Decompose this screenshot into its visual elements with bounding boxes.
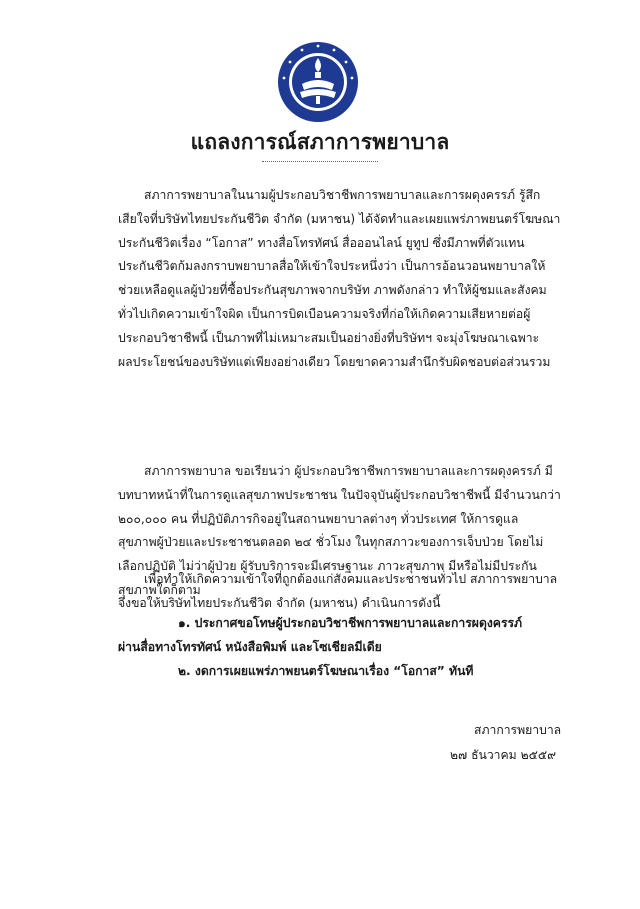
nursing-council-seal-icon <box>276 40 360 124</box>
paragraph-line: บทบาทหน้าที่ในการดูแลสุขภาพประชาชน ในปัจจุบันผู้ประกอบวิชาชีพนี้ มีจำนวนกว่า <box>118 487 561 502</box>
paragraph-line: สุขภาพผู้ป่วยและประชาชนตลอด ๒๔ ชั่วโมง ในทุกสภาวะของการเจ็บป่วย โดยไม่ <box>118 535 544 550</box>
paragraph-line: ๒๐๐,๐๐๐ คน ที่ปฏิบัติภารกิจอยู่ในสถานพยาบาลต่างๆ ทั่วประเทศ ให้การดูแล <box>118 511 519 526</box>
paragraph-line: เพื่อทำให้เกิดความเข้าใจที่ถูกต้องแก่สังคมและประชาชนทั่วไป สภาการพยาบาล <box>144 572 558 586</box>
paragraph-line: เสียใจที่บริษัทไทยประกันชีวิต จำกัด (มหาชน) ได้จัดทำและเผยแพร่ภาพยนตร์โฆษณา <box>118 211 561 226</box>
page-title: แถลงการณ์สภาการพยาบาล <box>190 130 450 154</box>
paragraph-line: สภาการพยาบาลในนามผู้ประกอบวิชาชีพการพยาบาลและการผดุงครรภ์ รู้สึก <box>144 188 541 202</box>
paragraph-line: ประกันชีวิตเรื่อง “โอกาส” ทางสื่อโทรทัศน์ สื่อออนไลน์ ยูทูป ซึ่งมีภาพที่ตัวแทน <box>118 235 525 250</box>
demand-item-1-continued: ผ่านสื่อทางโทรทัศน์ หนังสือพิมพ์ และโซเชียลมีเดีย <box>118 639 382 654</box>
paragraph-line: ทั่วไปเกิดความเข้าใจผิด เป็นการบิดเบือนความจริงที่ก่อให้เกิดความเสียหายต่อผู้ <box>118 306 531 321</box>
paragraph-request <box>118 568 562 616</box>
paragraph-statement <box>118 184 562 374</box>
paragraph-line: จึงขอให้บริษัทไทยประกันชีวิต จำกัด (มหาชน) ดำเนินการดังนี้ <box>118 595 441 610</box>
demand-item-1: ๑. ประกาศขอโทษผู้ประกอบวิชาชีพการพยาบาลและการผดุงครรภ์ <box>178 616 523 630</box>
paragraph-line: สุขภาพใดก็ตาม <box>118 582 201 597</box>
paragraph-line: ผลประโยชน์ของบริษัทแต่เพียงอย่างเดียว โดยขาดความสำนึกรับผิดชอบต่อส่วนรวม <box>118 354 551 369</box>
signature-block <box>450 718 561 768</box>
paragraph-line: สภาการพยาบาล ขอเรียนว่า ผู้ประกอบวิชาชีพการพยาบาลและการผดุงครรภ์ มี <box>144 464 553 478</box>
signature-org: สภาการพยาบาล <box>474 723 562 737</box>
paragraph-line: ประกันชีวิตก้มลงกราบพยาบาลสื่อให้เข้าใจประหนึ่งว่า เป็นการอ้อนวอนพยาบาลให้ <box>118 259 546 274</box>
demands-list <box>118 612 562 683</box>
paragraph-line: เลือกปฏิบัติ ไม่ว่าผู้ป่วย ผู้รับบริการจะมีเศรษฐานะ ภาวะสุขภาพ มีหรือไม่มีประกัน <box>118 559 537 574</box>
council-logo <box>276 40 360 124</box>
demand-item-2: ๒. งดการเผยแพร่ภาพยนตร์โฆษณาเรื่อง “โอกาส” ทันที <box>178 663 474 678</box>
signature-date: ๒๗ ธันวาคม ๒๕๕๙ <box>450 748 556 762</box>
paragraph-line: ประกอบวิชาชีพนี้ เป็นภาพที่ไม่เหมาะสมเป็นอย่างยิ่งที่บริษัทฯ จะมุ่งโฆษณาเฉพาะ <box>118 330 540 345</box>
title-divider <box>262 161 378 162</box>
paragraph-line: ช่วยเหลือดูแลผู้ป่วยที่ซื้อประกันสุขภาพจากบริษัท ภาพดังกล่าว ทำให้ผู้ชมและสังคม <box>118 283 547 298</box>
